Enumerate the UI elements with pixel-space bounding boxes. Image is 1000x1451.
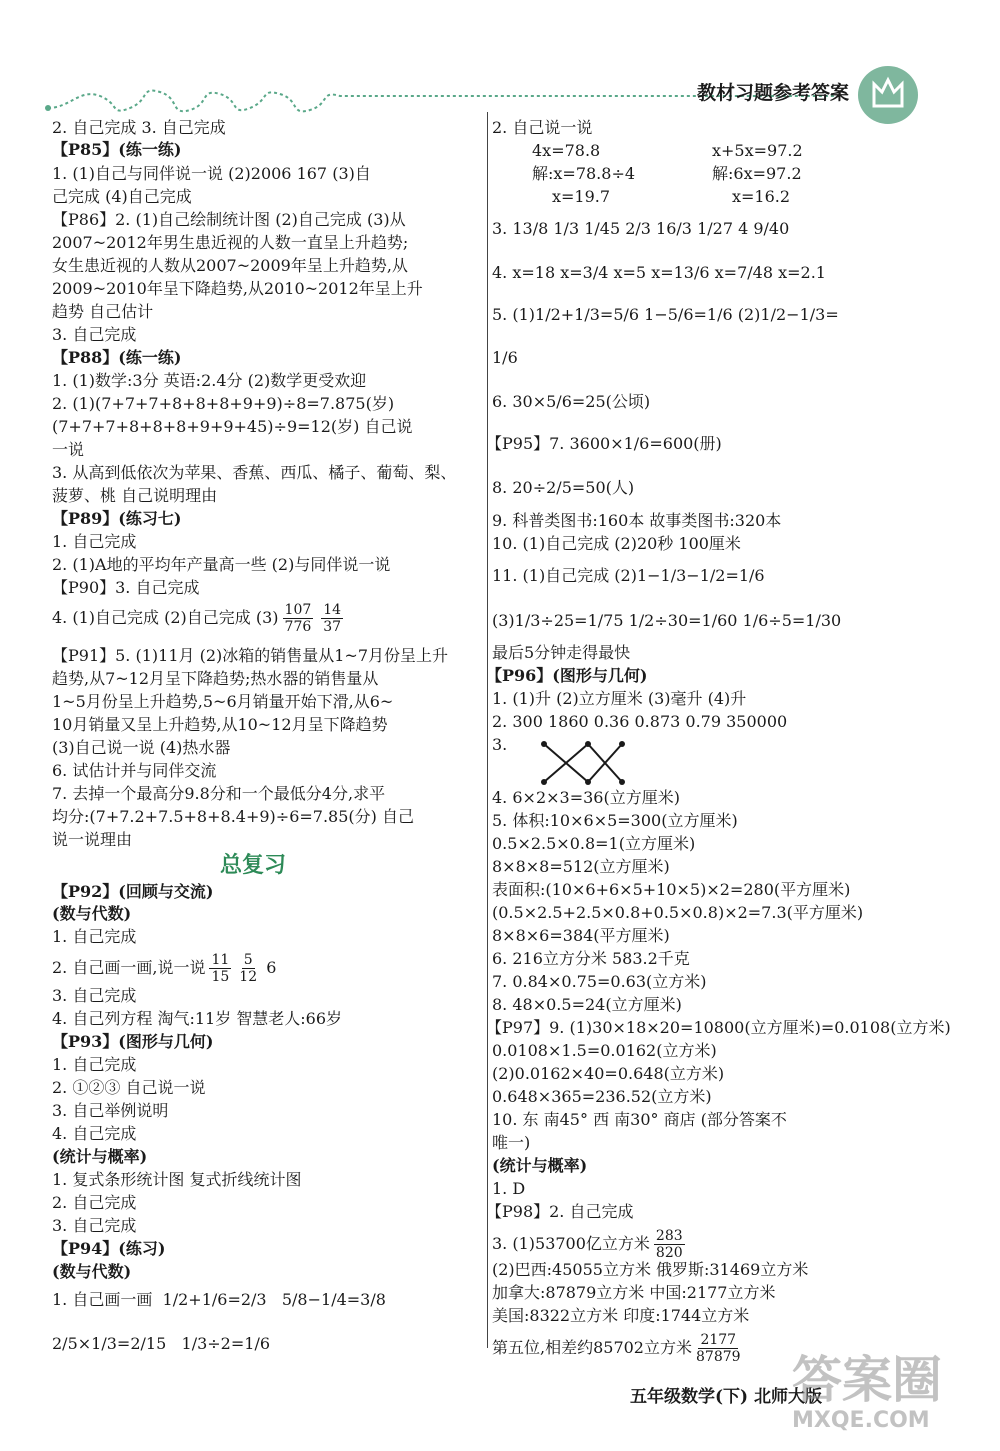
answer-line: 8. 48×0.5=24(立方厘米) — [492, 995, 682, 1014]
equation: 解:x=78.8÷4 — [532, 164, 636, 183]
equation: 2/5×1/3=2/15 — [52, 1334, 167, 1353]
answer-line: 2. 自己完成 3. 自己完成 — [52, 118, 226, 137]
answer-line: 6. 216立方分米 583.2千克 — [492, 949, 690, 968]
answer-text: 第五位,相差约85702立方米 — [492, 1338, 692, 1357]
answer-line: 1. 自己完成 — [52, 532, 137, 551]
answer-line: 4. 6×2×3=36(立方厘米) — [492, 788, 680, 807]
answer-line — [52, 602, 347, 635]
answer-line: 1. 自己完成 — [52, 927, 137, 946]
page-ref: 【P85】(练一练) — [52, 140, 182, 159]
answer-line: 3. 自己完成 — [52, 325, 137, 344]
answer-text: 4. (1)自己完成 (2)自己完成 (3) — [52, 608, 279, 627]
answer-text: 2. 自己画一画,说一说 — [52, 958, 206, 977]
header-title: 教材习题参考答案 — [697, 82, 850, 104]
answer-line: 女生患近视的人数从2007~2009年呈上升趋势,从 — [52, 256, 408, 275]
denominator: 87879 — [696, 1349, 741, 1365]
denominator: 820 — [655, 1245, 683, 1261]
answer-line: 菠萝、桃 自己说明理由 — [52, 486, 218, 505]
answer-line: 10. 东 南45° 西 南30° 商店 (部分答案不 — [492, 1110, 787, 1129]
answer-line: 3. 从高到低依次为苹果、香蕉、西瓜、橘子、葡萄、梨、 — [52, 463, 457, 482]
answer-line — [52, 1334, 270, 1354]
answer-line: (2)巴西:45055立方米 俄罗斯:31469立方米 — [492, 1260, 809, 1279]
numerator: 14 — [323, 602, 342, 618]
equation: 1/3÷2=1/6 — [181, 1334, 271, 1353]
answer-text: 6 — [266, 958, 277, 977]
answer-line: 11. (1)自己完成 (2)1−1/3−1/2=1/6 — [492, 566, 765, 585]
answer-line: 4. 自己完成 — [52, 1124, 137, 1143]
numerator: 11 — [211, 952, 230, 968]
answer-line: 1. D — [492, 1179, 526, 1198]
answer-line: 2. (1)(7+7+7+8+8+8+9+9)÷8=7.875(岁) — [52, 394, 395, 413]
answer-line: (7+7+7+8+8+8+9+9+45)÷9=12(岁) 自己说 — [52, 417, 413, 436]
answer-line: 【P91】5. (1)11月 (2)冰箱的销售量从1~7月份呈上升 — [52, 646, 449, 665]
page-ref: 【P89】(练习七) — [52, 509, 182, 528]
answer-line: 【P90】3. 自己完成 — [52, 578, 200, 597]
answer-line — [492, 1228, 689, 1261]
answer-line: 8×8×8=512(立方厘米) — [492, 857, 670, 876]
answer-line — [492, 1332, 745, 1365]
subsection: (数与代数) — [52, 1262, 132, 1281]
watermark-logo: 答案圈 — [792, 1351, 942, 1409]
answer-line: 10月销量又呈上升趋势,从10~12月呈下降趋势 — [52, 715, 388, 734]
answer-line: 10. (1)自己完成 (2)20秒 100厘米 — [492, 534, 741, 553]
section-title: 总复习 — [220, 852, 287, 878]
fraction — [283, 602, 314, 635]
answer-line: (0.5×2.5+2.5×0.8+0.5×0.8)×2=7.3(平方厘米) — [492, 903, 864, 922]
page-ref: 【P92】(回顾与交流) — [52, 882, 214, 901]
answer-line: 0.5×2.5×0.8=1(立方厘米) — [492, 834, 696, 853]
book-logo-icon — [858, 66, 918, 124]
answer-line: (3)自己说一说 (4)热水器 — [52, 738, 231, 757]
answer-line: 美国:8322立方米 印度:1744立方米 — [492, 1306, 750, 1325]
numerator: 5 — [243, 952, 253, 968]
subsection: (统计与概率) — [492, 1156, 588, 1175]
answer-line — [52, 952, 276, 985]
answer-line: 0.648×365=236.52(立方米) — [492, 1087, 712, 1106]
answer-line: 【P95】7. 3600×1/6=600(册) — [486, 434, 722, 453]
answer-line: 1. (1)数学:3分 英语:2.4分 (2)数学更受欢迎 — [52, 371, 367, 390]
denominator: 776 — [284, 619, 312, 635]
equation: 1/2+1/6=2/3 — [162, 1290, 267, 1309]
answer-line — [52, 1290, 386, 1310]
page-ref: 【P96】(图形与几何) — [486, 666, 648, 685]
answer-line: 6. 30×5/6=25(公顷) — [492, 392, 651, 411]
equation: x=19.7 — [552, 187, 611, 206]
denominator: 37 — [323, 619, 342, 635]
answer-line: 6. 试估计并与同伴交流 — [52, 761, 217, 780]
fraction — [321, 602, 343, 635]
answer-line: 说一说理由 — [52, 830, 133, 849]
equation: 4x=78.8 — [532, 141, 601, 160]
matching-lines-diagram — [532, 738, 632, 790]
equation: x+5x=97.2 — [712, 141, 803, 160]
answer-line: (2)0.0162×40=0.648(立方米) — [492, 1064, 725, 1083]
answer-text: 3. (1)53700亿立方米 — [492, 1234, 650, 1253]
answer-line: 1/6 — [492, 348, 518, 367]
answer-line: 7. 去掉一个最高分9.8分和一个最低分4分,求平 — [52, 784, 386, 803]
answer-line: 1. 自己完成 — [52, 1055, 137, 1074]
fraction — [209, 952, 231, 985]
answer-line: 3. 自己完成 — [52, 986, 137, 1005]
answer-line: 2. 自己说一说 — [492, 118, 593, 137]
answer-line: 4. x=18 x=3/4 x=5 x=13/6 x=7/48 x=2.1 — [492, 263, 826, 282]
footer-text: 五年级数学(下) 北师大版 — [630, 1387, 823, 1407]
answer-line: 2. 自己完成 — [52, 1193, 137, 1212]
answer-line: 5. 体积:10×6×5=300(立方厘米) — [492, 811, 738, 830]
answer-line: 加拿大:87879立方米 中国:2177立方米 — [492, 1283, 776, 1302]
answer-line: 唯一) — [492, 1133, 531, 1152]
answer-line: 最后5分钟走得最快 — [492, 643, 631, 662]
answer-line: 3. 13/8 1/3 1/45 2/3 16/3 1/27 4 9/40 — [492, 219, 790, 238]
answer-line: 【P86】2. (1)自己绘制统计图 (2)自己完成 (3)从 — [52, 210, 406, 229]
answer-text: 1. 自己画一画 — [52, 1290, 153, 1309]
answer-line: 均分:(7+7.2+7.5+8+8.4+9)÷6=7.85(分) 自己 — [52, 807, 414, 826]
column-divider — [487, 112, 488, 1348]
answer-line: 【P98】2. 自己完成 — [486, 1202, 634, 1221]
answer-line: 1. (1)升 (2)立方厘米 (3)毫升 (4)升 — [492, 689, 747, 708]
answer-line: 2. 300 1860 0.36 0.873 0.79 350000 — [492, 712, 788, 731]
answer-line: 7. 0.84×0.75=0.63(立方米) — [492, 972, 707, 991]
answer-line: 3. — [492, 735, 508, 754]
fraction — [696, 1332, 741, 1365]
answer-line: (3)1/3÷25=1/75 1/2÷30=1/60 1/6÷5=1/30 — [492, 611, 842, 630]
page-ref: 【P93】(图形与几何) — [52, 1032, 214, 1051]
equation: 解:6x=97.2 — [712, 164, 802, 183]
answer-line: 己完成 (4)自己完成 — [52, 187, 192, 206]
answer-line: 【P97】9. (1)30×18×20=10800(立方厘米)=0.0108(立方米) — [486, 1018, 951, 1037]
answer-line: 0.0108×1.5=0.0162(立方米) — [492, 1041, 717, 1060]
answer-line: 3. 自己举例说明 — [52, 1101, 169, 1120]
subsection: (数与代数) — [52, 904, 132, 923]
numerator: 107 — [284, 602, 312, 618]
fraction — [239, 952, 257, 985]
answer-line: 2009~2010年呈下降趋势,从2010~2012年呈上升 — [52, 279, 423, 298]
answer-line: 2. (1)A地的平均年产量高一些 (2)与同伴说一说 — [52, 555, 391, 574]
answer-line: 一说 — [52, 440, 85, 459]
answer-line: 表面积:(10×6+6×5+10×5)×2=280(平方厘米) — [492, 880, 851, 899]
page-ref: 【P94】(练习) — [52, 1239, 166, 1258]
answer-line: 1~5月份呈上升趋势,5~6月销量开始下滑,从6~ — [52, 692, 394, 711]
page-ref: 【P88】(练一练) — [52, 348, 182, 367]
answer-line: 4. 自己列方程 淘气:11岁 智慧老人:66岁 — [52, 1009, 343, 1028]
answer-line: 趋势,从7~12月呈下降趋势;热水器的销售量从 — [52, 669, 379, 688]
numerator: 2177 — [700, 1332, 737, 1348]
watermark — [792, 1352, 972, 1444]
equation: 5/8−1/4=3/8 — [281, 1290, 386, 1309]
answer-line: 2007~2012年男生患近视的人数一直呈上升趋势; — [52, 233, 409, 252]
numerator: 283 — [655, 1228, 683, 1244]
answer-line: 趋势 自己估计 — [52, 302, 154, 321]
answer-line: 2. ①②③ 自己说一说 — [52, 1078, 206, 1097]
watermark-url: MXQE.COM — [792, 1408, 930, 1433]
subsection: (统计与概率) — [52, 1147, 148, 1166]
answer-line: 1. (1)自己与同伴说一说 (2)2006 167 (3)自 — [52, 164, 371, 183]
answer-line: 5. (1)1/2+1/3=5/6 1−5/6=1/6 (2)1/2−1/3= — [492, 305, 839, 324]
answer-line: 1. 复式条形统计图 复式折线统计图 — [52, 1170, 302, 1189]
fraction — [654, 1228, 685, 1261]
denominator: 15 — [211, 969, 230, 985]
answer-line: 9. 科普类图书:160本 故事类图书:320本 — [492, 511, 782, 530]
denominator: 12 — [239, 969, 258, 985]
answer-line: 3. 自己完成 — [52, 1216, 137, 1235]
answer-line: 8. 20÷2/5=50(人) — [492, 478, 635, 497]
answer-line: 8×8×6=384(平方厘米) — [492, 926, 670, 945]
equation: x=16.2 — [732, 187, 791, 206]
